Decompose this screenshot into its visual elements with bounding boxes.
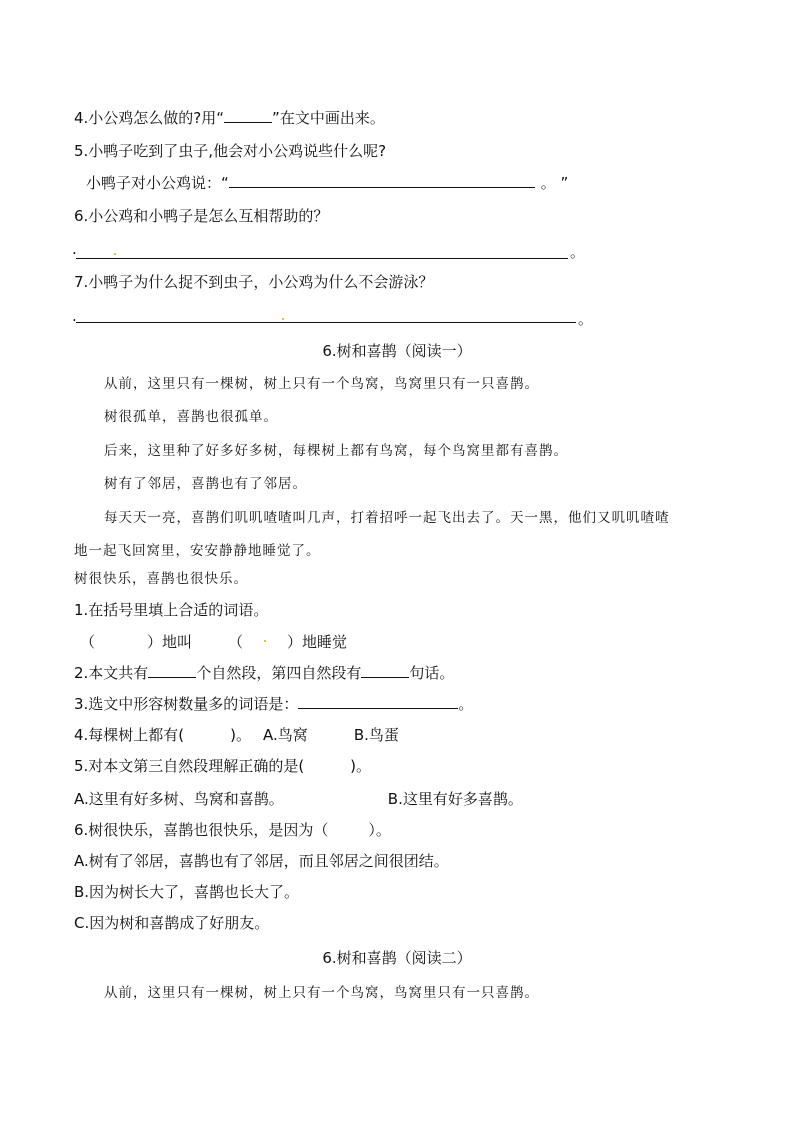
- paren-open: （: [80, 633, 96, 651]
- question-text: 5.对本文第三自然段理解正确的是(: [74, 757, 305, 775]
- option-a[interactable]: A.鸟窝: [263, 726, 308, 744]
- r1-question-1: 1.在括号里填上合适的词语。: [74, 601, 269, 619]
- r1-question-2: [74, 663, 454, 683]
- answer-line[interactable]: [76, 322, 576, 323]
- paragraph: 树有了邻居，喜鹊也有了邻居。: [104, 476, 307, 492]
- question-6: 6.小公鸡和小鸭子是怎么互相帮助的？: [74, 207, 329, 225]
- question-5-answer: [86, 173, 568, 193]
- question-text: ）。: [368, 821, 391, 839]
- question-7-end: 。: [578, 310, 594, 328]
- option-a[interactable]: A.这里有好多树、鸟窝和喜鹊。: [74, 790, 284, 808]
- option-b[interactable]: B.鸟蛋: [353, 726, 399, 744]
- blank-label: ）地睡觉: [287, 633, 348, 651]
- reading-1-title: 6.树和喜鹊（阅读一）: [322, 342, 472, 360]
- question-6-end: 。: [570, 243, 586, 261]
- paragraph: 后来，这里种了好多好多树，每棵树上都有鸟窝，每个鸟窝里都有喜鹊。: [104, 443, 568, 459]
- question-text: )。: [350, 757, 372, 775]
- question-4-text-end: ”在文中画出来。: [272, 109, 385, 127]
- reading-2-title: 6.树和喜鹊（阅读二）: [322, 949, 472, 967]
- answer-suffix: 。 ”: [540, 174, 569, 192]
- option-b[interactable]: B.因为树长大了，喜鹊也长大了。: [74, 883, 300, 901]
- question-text: 句话。: [409, 664, 455, 682]
- option-b[interactable]: B.这里有好多喜鹊。: [387, 790, 523, 808]
- option-a[interactable]: A.树有了邻居，喜鹊也有了邻居，而且邻居之间很团结。: [74, 852, 449, 870]
- question-7-start: .: [72, 307, 77, 325]
- answer-blank[interactable]: [148, 663, 196, 678]
- question-text: 。: [458, 695, 474, 713]
- paragraph: 地一起飞回窝里，安安静静地睡觉了。: [74, 543, 321, 559]
- answer-blank[interactable]: [224, 108, 272, 123]
- question-text: 4.每棵树上都有(: [74, 726, 185, 744]
- paragraph: 树很快乐，喜鹊也很快乐。: [74, 571, 248, 587]
- answer-line[interactable]: [76, 258, 568, 259]
- paragraph: 从前，这里只有一棵树，树上只有一个鸟窝，鸟窝里只有一只喜鹊。: [104, 985, 539, 1001]
- question-6-start: .: [72, 240, 77, 258]
- question-text: 2.本文共有: [74, 664, 149, 682]
- answer-blank[interactable]: [298, 694, 458, 709]
- question-5: 5.小鸭子吃到了虫子,他会对小公鸡说些什么呢?: [74, 142, 387, 160]
- r1-question-5-options: [74, 789, 523, 809]
- paragraph: 每天天一亮，喜鹊们叽叽喳喳叫几声，打着招呼一起飞出去了。天一黑，他们又叽叽喳喳: [104, 510, 670, 526]
- blank-label: ）地叫: [147, 633, 193, 651]
- decorative-dot: [282, 318, 284, 320]
- question-text: 3.选文中形容树数量多的词语是：: [74, 695, 299, 713]
- question-4-text: 4.小公鸡怎么做的?用“: [74, 109, 225, 127]
- decorative-dot: [264, 640, 266, 642]
- r1-question-5: [74, 756, 371, 776]
- question-text: )。: [230, 726, 252, 744]
- answer-prefix: 小鸭子对小公鸡说：“: [86, 174, 229, 192]
- question-text: 个自然段，第四自然段有: [196, 664, 362, 682]
- question-4: [74, 108, 385, 128]
- r1-question-3: [74, 694, 473, 714]
- option-c[interactable]: C.因为树和喜鹊成了好朋友。: [74, 914, 270, 932]
- r1-question-4: [74, 725, 399, 745]
- r1-question-6: [74, 820, 391, 840]
- question-7: 7.小鸭子为什么捉不到虫子，小公鸡为什么不会游泳？: [74, 273, 434, 291]
- decorative-dot: [114, 253, 116, 255]
- answer-blank[interactable]: [361, 663, 409, 678]
- question-text: 6.树很快乐，喜鹊也很快乐，是因为（: [74, 821, 329, 839]
- paragraph: 树很孤单，喜鹊也很孤单。: [104, 409, 278, 425]
- answer-blank[interactable]: [229, 173, 535, 188]
- r1-question-1-blanks: [80, 632, 347, 652]
- paragraph: 从前，这里只有一棵树，树上只有一个鸟窝，鸟窝里只有一只喜鹊。: [104, 376, 539, 392]
- paren-open: （: [228, 633, 244, 651]
